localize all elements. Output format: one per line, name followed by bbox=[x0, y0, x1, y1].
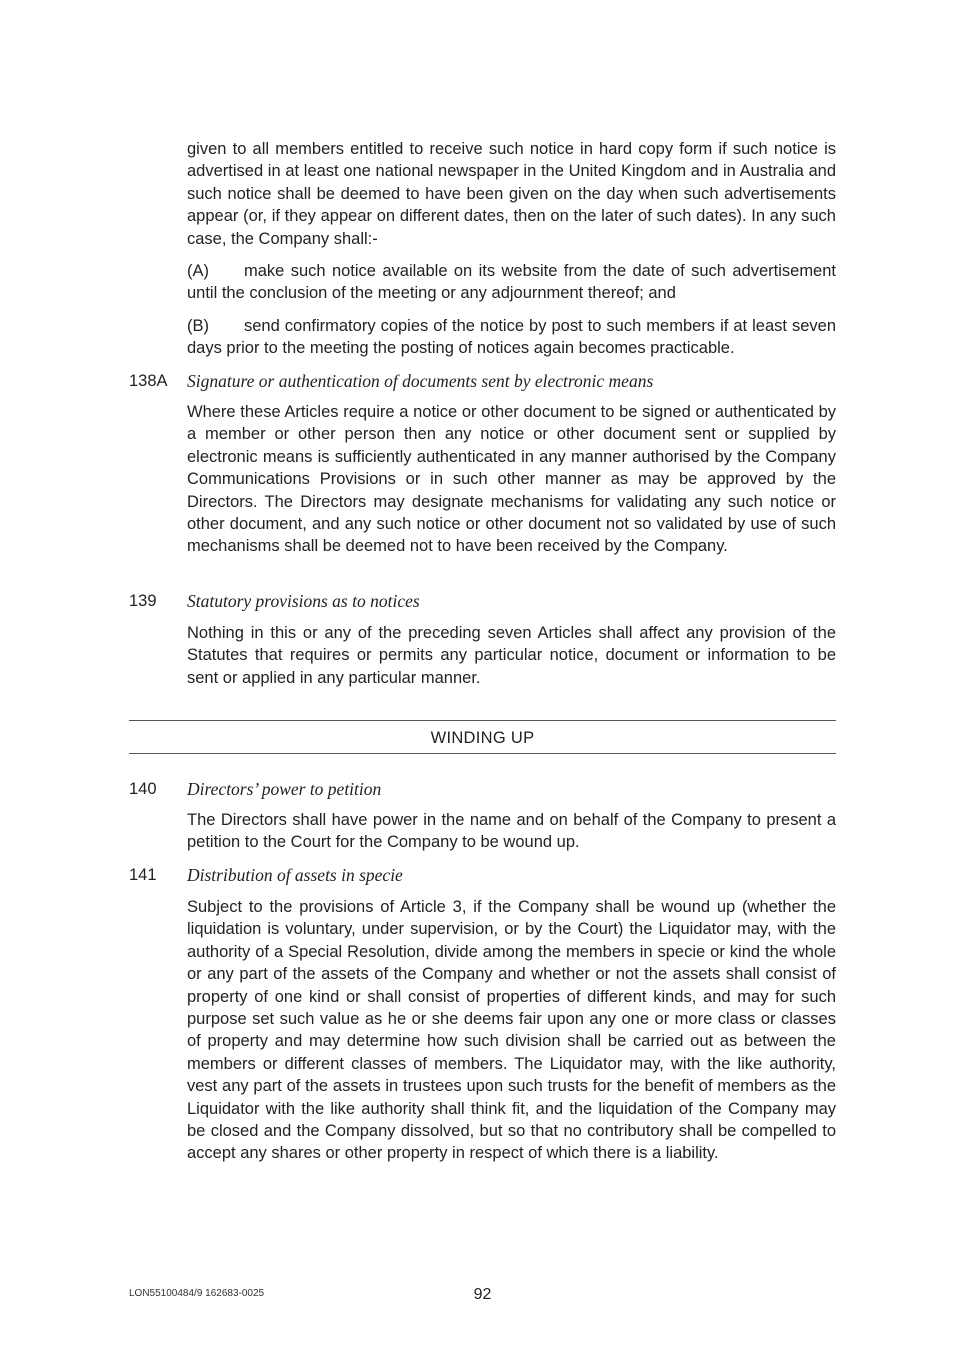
intro-paragraph: given to all members entitled to receive such notice in hard copy form if such notice is advertised in at least one national newspaper in the United Kingdom and in Australia and such notice shall be deemed to have been given on the day when such advertisements appear (or, if they appear on different dates, then on the later of such dates). In any such case, the Company shall:- bbox=[187, 140, 836, 248]
document-reference: LON55100484/9 162683-0025 bbox=[129, 1288, 265, 1299]
article-heading-140: Directors’ power to petition bbox=[187, 779, 382, 799]
article-body-141: Subject to the provisions of Article 3, if the Company shall be wound up (whether the liquidation is voluntary, under supervision, or by the Court) the Liquidator may, with the authority of a Special Resolution, divide among the members in specie or kind the whole or any part of the assets of the Company and whether or not the assets shall consist of property of one kind or shall consist of properties of different kinds, and may for such purpose set such value as he or she deems fair upon any one or more class or classes of property and may determine how such division shall be carried out as between the members or different classes of members. The Liquidator may, with the like authority, vest any part of the assets in trustees upon such trusts for the benefit of members as the Liquidator with the like authority shall think fit, and the liquidation of the Company may be closed and the Company dissolved, but so that no contributory shall be compelled to accept any shares or other property in respect of which there is a liability. bbox=[187, 898, 836, 1163]
article-number-138a: 138A bbox=[129, 372, 168, 390]
section-rule-top bbox=[129, 720, 836, 721]
section-rule-bottom bbox=[129, 753, 836, 754]
article-number-141: 141 bbox=[129, 866, 157, 884]
list-item-label: (B) bbox=[187, 317, 209, 335]
article-body-138a: Where these Articles require a notice or other document to be signed or authenticated by a member or other person then any notice or other document sent or supplied by electronic means is sufficiently authenticated in any manner authorised by the Company Communications Provisions or in such other manner as may be approved by the Directors. The Directors may designate mechanisms for validating any such notice or other document, and any such notice or other document not so validated by use of such mechanisms shall be deemed not to have been received by the Company. bbox=[187, 403, 836, 556]
article-heading-139: Statutory provisions as to notices bbox=[187, 591, 420, 611]
article-heading-138a: Signature or authentication of documents sent by electronic means bbox=[187, 371, 654, 391]
page-number: 92 bbox=[473, 1286, 492, 1303]
article-body-140: The Directors shall have power in the name and on behalf of the Company to present a petition to the Court for the Company to be wound up. bbox=[187, 811, 836, 852]
list-item-text: send confirmatory copies of the notice by post to such members if at least seven days prior to the meeting the posting of notices again becomes practicable. bbox=[187, 317, 836, 358]
list-item-a bbox=[187, 260, 836, 305]
list-item-b bbox=[187, 315, 836, 360]
list-item-text: make such notice available on its website from the date of such advertisement until the conclusion of the meeting or any adjournment thereof; and bbox=[187, 262, 836, 303]
article-heading-141: Distribution of assets in specie bbox=[187, 865, 403, 885]
article-number-139: 139 bbox=[129, 592, 157, 610]
article-number-140: 140 bbox=[129, 780, 157, 798]
list-item-label: (A) bbox=[187, 262, 209, 280]
article-body-139: Nothing in this or any of the preceding seven Articles shall affect any provision of the Statutes that requires or permits any particular notice, document or information to be sent or applied in any particular manner. bbox=[187, 624, 836, 687]
section-title: WINDING UP bbox=[430, 729, 535, 747]
